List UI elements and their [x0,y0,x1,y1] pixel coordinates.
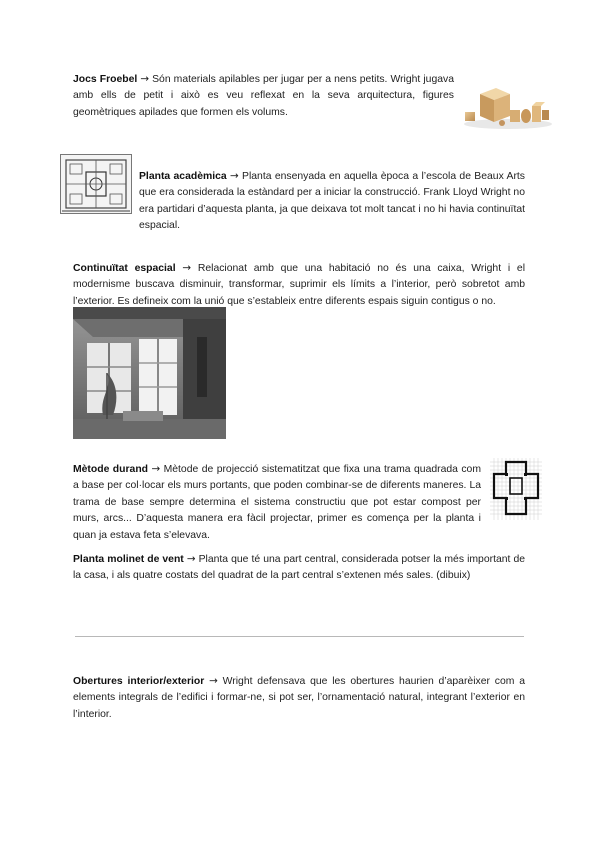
text-planta-academica: Planta ensenyada en aquella època a l’escola de Beaux Arts que era considerada la estàndard per a iniciar la construcció. Frank Lloyd Wright no era partidari d’aquesta planta, ja que deixava tot molt tancat i no hi havia continuïtat espacial. [139,171,525,232]
section-continuitat-espacial [73,260,525,310]
section-obertures [73,673,525,723]
text-metode-durand: Mètode de projecció sistematitzat que fixa una trama quadrada com a base per col·locar els murs portants, que poden combinar-se de diferents maneres. La trama de base sempre determina el sistema constructiu que pot estar compost per murs, arcs... D’aquesta manera era fàcil projectar, primer es comença per la planta i quan ja estava feta s’elevava. [73,464,481,541]
arrow-icon: → [209,675,218,687]
section-jocs-froebel [73,71,454,121]
section-planta-academica [139,168,525,235]
section-planta-molinet [73,551,525,585]
froebel-blocks-image [460,86,552,130]
arrow-icon: → [182,262,192,274]
arrow-icon: → [186,553,196,565]
horizontal-divider [75,636,524,637]
arrow-icon: → [140,73,150,85]
arrow-icon: → [229,170,239,182]
term-jocs-froebel: Jocs Froebel [73,74,138,85]
term-planta-molinet: Planta molinet de vent [73,554,184,565]
text-continuitat-espacial: Relacionat amb que una habitació no és una caixa, Wright i el modernisme buscava disminuir, transformar, suprimir els límits a l’interior, però sobretot amb l’exterior. Es defineix com la unió que s’estableix entre diferents espais siguin contigus o no. [73,263,526,307]
interior-photo-image [73,307,226,439]
text-obertures: Wright defensava que les obertures haurien d’aparèixer com a elements integrals de l’edifici i formar-ne, si pot ser, l’ornamentació natural, integrant l’exterior en l’interior. [73,676,525,720]
term-planta-academica: Planta acadèmica [139,171,227,182]
term-continuitat-espacial: Continuïtat espacial [73,263,176,274]
section-metode-durand [73,461,481,544]
text-jocs-froebel: Són materials apilables per jugar per a nens petits. Wright jugava amb ells de petit i això es veu reflexat en la seva arquitectura, figures geomètriques apilades que formen els volums. [73,74,454,118]
term-obertures: Obertures interior/exterior [73,676,205,687]
arrow-icon: → [151,463,161,475]
durand-grid-plan-image [490,458,542,520]
term-metode-durand: Mètode durand [73,464,149,475]
academic-floor-plan-image [60,154,132,214]
text-planta-molinet: Planta que té una part central, considerada potser la més important de la casa, i als quatre costats del quadrat de la part central s’extenen més sales. (dibuix) [73,554,526,582]
